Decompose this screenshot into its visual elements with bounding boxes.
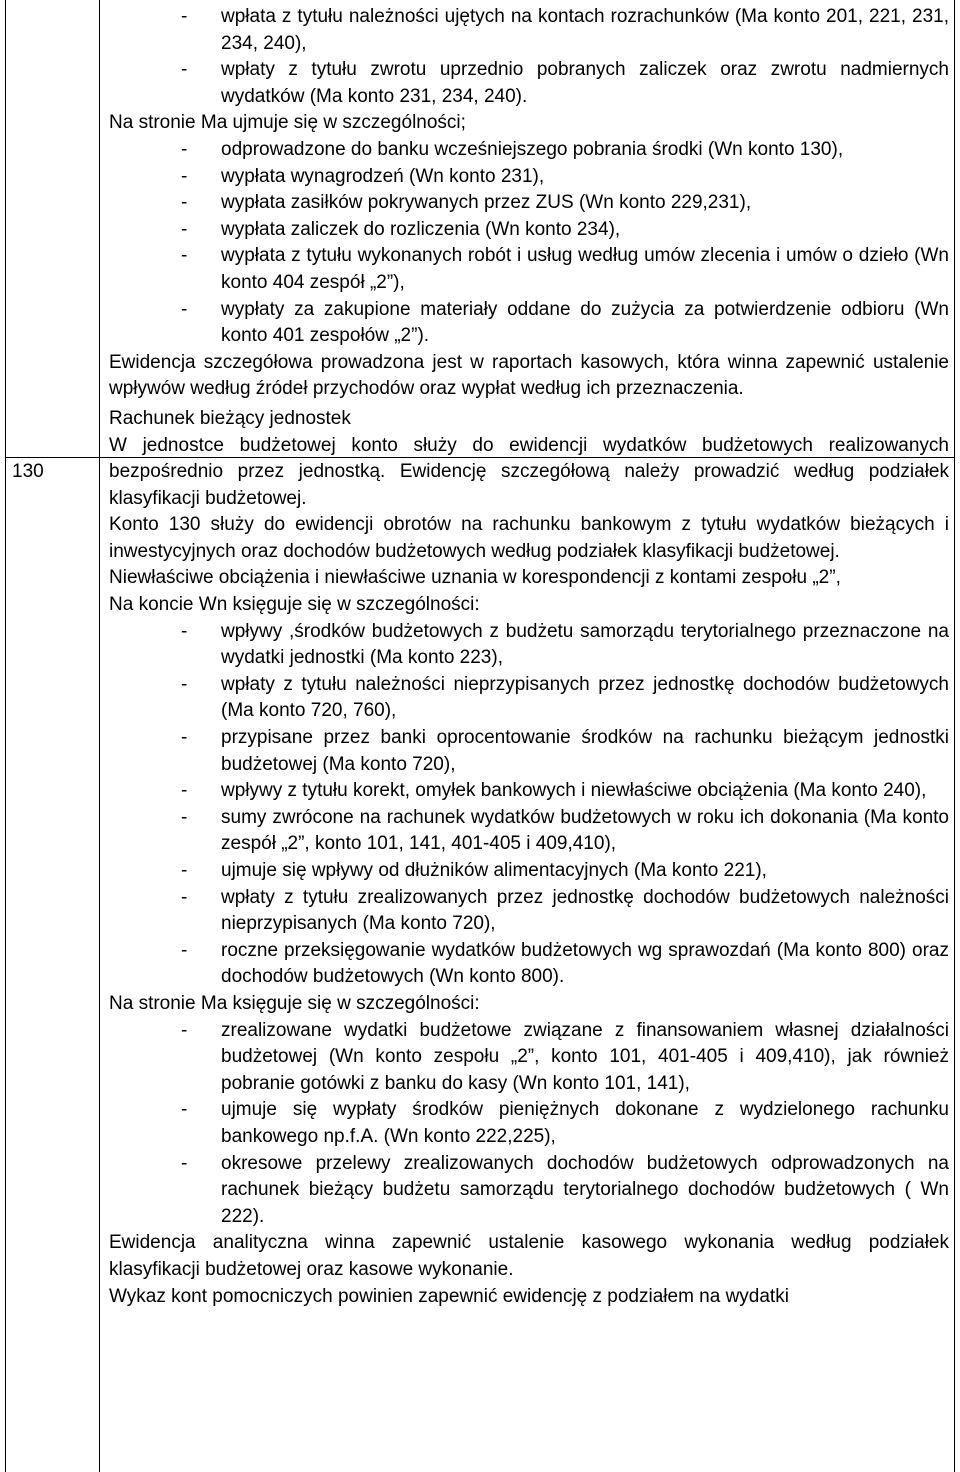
list-item: - okresowe przelewy zrealizowanych dochodów budżetowych odprowadzonych na rachunek bieżący budżetu samorządu terytorialnego dochodów budżetowych ( Wn 222). (181, 1152, 949, 1227)
table-border-middle (99, 0, 100, 1472)
heading-ma-ujmuje: Na stronie Ma ujmuje się w szczególności; (109, 112, 466, 134)
heading-ma-ksieguje: Na stronie Ma księguje się w szczególności: (109, 992, 480, 1014)
paragraph: Ewidencja analityczna winna zapewnić ustalenie kasowego wykonania według podziałek klasyfikacji budżetowej oraz kasowe wykonanie. (109, 1232, 949, 1280)
list-item: - odprowadzone do banku wcześniejszego pobrania środki (Wn konto 130), (181, 138, 844, 160)
ma-list (109, 137, 949, 350)
list-item: - wpłaty z tytułu zwrotu uprzednio pobranych zaliczek oraz zwrotu nadmiernych wydatków (Ma konto 231, 234, 240). (181, 59, 949, 107)
list-item: - wypłata zasiłków pokrywanych przez ZUS (Wn konto 229,231), (181, 192, 752, 214)
paragraph: Wykaz kont pomocniczych powinien zapewnić ewidencję z podziałem na wydatki (109, 1285, 789, 1307)
top-list (109, 4, 949, 110)
heading-wn: Na koncie Wn księguje się w szczególności: (109, 594, 480, 616)
list-item: - wpływy z tytułu korekt, omyłek bankowych i niewłaściwe obciążenia (Ma konto 240), (181, 780, 927, 802)
paragraph: Konto 130 służy do ewidencji obrotów na rachunku bankowym z tytułu wydatków bieżących i inwestycyjnych oraz dochodów budżetowych według podziałek klasyfikacji budżetowej. (109, 514, 949, 562)
list-item: - sumy zwrócone na rachunek wydatków budżetowych w roku ich dokonania (Ma konto zespół „2”, konto 101, 141, 401-405 i 409,410), (181, 806, 949, 855)
wn-list (109, 619, 949, 991)
list-item: - ujmuje się wypłaty środków pieniężnych dokonane z wydzielonego rachunku bankowego np.f.A. (Wn konto 222,225), (181, 1099, 949, 1147)
list-item: - ujmuje się wpływy od dłużników alimentacyjnych (Ma konto 221), (181, 860, 767, 881)
table-border-left (5, 0, 6, 1472)
list-item: - wypłata z tytułu wykonanych robót i usług według umów zlecenia i umów o dzieło (Wn konto 404 zespół „2”), (181, 245, 949, 293)
paragraph: W jednostce budżetowej konto służy do ewidencji wydatków budżetowych realizowanych bezpośrednio przez jednostką. Ewidencję szczegółową należy prowadzić według podziałek klasyfikacji budżetowej. (109, 434, 949, 509)
document-body (109, 4, 949, 1310)
list-item: - wypłaty za zakupione materiały oddane do zużycia za potwierdzenie odbioru (Wn konto 401 zespołów „2”). (181, 298, 949, 347)
account-title: Rachunek bieżący jednostek (109, 407, 351, 429)
list-item: - wpłaty z tytułu zrealizowanych przez jednostkę dochodów budżetowych należności nieprzypisanych (Ma konto 720), (181, 886, 949, 935)
list-item: - wypłata zaliczek do rozliczenia (Wn konto 234), (181, 218, 621, 240)
paragraph: Niewłaściwe obciążenia i niewłaściwe uznania w korespondencji z kontami zespołu „2”, (109, 567, 841, 589)
list-item: - wpłaty z tytułu należności nieprzypisanych przez jednostkę dochodów budżetowych (Ma konto 720, 760), (181, 673, 949, 722)
list-item: - roczne przeksięgowanie wydatków budżetowych wg sprawozdań (Ma konto 800) oraz dochodów budżetowych (Wn konto 800). (181, 939, 949, 988)
list-item: - zrealizowane wydatki budżetowe związane z finansowaniem własnej działalności budżetowej (Wn konto zespołu „2”, konto 101, 401-405 i 409,410), jak również pobranie gotówki z banku do kasy (Wn konto 101, 141), (181, 1019, 949, 1094)
ma2-list (109, 1018, 949, 1231)
list-item: - wypłata wynagrodzeń (Wn konto 231), (181, 165, 545, 187)
paragraph-ewidencja: Ewidencja szczegółowa prowadzona jest w raportach kasowych, która winna zapewnić ustalenie wpływów według źródeł przychodów oraz wypłat według ich przeznaczenia. (109, 351, 949, 400)
list-item: - wpływy ,środków budżetowych z budżetu samorządu terytorialnego przeznaczone na wydatki jednostki (Ma konto 223), (181, 620, 949, 669)
table-border-right (954, 0, 955, 1472)
list-item: - przypisane przez banki oprocentowanie środków na rachunku bieżącym jednostki budżetowej (Ma konto 720), (181, 727, 949, 775)
account-number: 130 (12, 461, 44, 482)
list-item: - wpłata z tytułu należności ujętych na kontach rozrachunków (Ma konto 201, 221, 231, 234, 240), (181, 6, 949, 54)
